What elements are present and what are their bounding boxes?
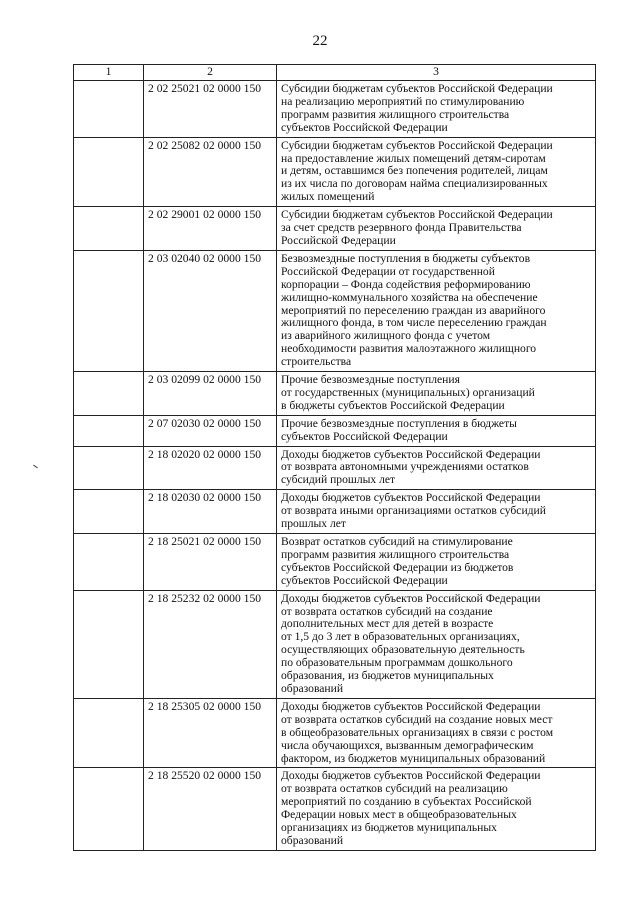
revenue-code: 2 18 25305 02 0000 150 bbox=[144, 698, 277, 768]
revenue-codes-table bbox=[73, 64, 596, 851]
revenue-code: 2 02 25021 02 0000 150 bbox=[144, 81, 277, 138]
row-col1-cell bbox=[74, 446, 144, 490]
table-row bbox=[74, 137, 596, 207]
revenue-name: Доходы бюджетов субъектов Российской Федерации от возврата остатков субсидий на создание дополнительных мест для детей в возрасте от 1,5 до 3 лет в образовательных организациях, осуществляющих образовательную деятельность по образовательным программам дошкольного образования, из бюджетов муниципальных образований bbox=[277, 590, 596, 698]
header-col-1: 1 bbox=[74, 65, 144, 81]
row-col1-cell bbox=[74, 137, 144, 207]
revenue-code: 2 18 02030 02 0000 150 bbox=[144, 490, 277, 534]
table-row bbox=[74, 534, 596, 591]
table-row bbox=[74, 698, 596, 768]
revenue-name: Субсидии бюджетам субъектов Российской Федерации на реализацию мероприятий по стимулированию программ развития жилищного строительства субъектов Российской Федерации bbox=[277, 81, 596, 138]
table-row bbox=[74, 446, 596, 490]
revenue-code: 2 18 25021 02 0000 150 bbox=[144, 534, 277, 591]
revenue-code: 2 02 29001 02 0000 150 bbox=[144, 207, 277, 251]
margin-mark bbox=[33, 465, 38, 469]
header-col-3: 3 bbox=[277, 65, 596, 81]
row-col1-cell bbox=[74, 698, 144, 768]
row-col1-cell bbox=[74, 250, 144, 371]
table-row bbox=[74, 372, 596, 416]
revenue-name: Прочие безвозмездные поступления в бюджеты субъектов Российской Федерации bbox=[277, 415, 596, 446]
revenue-name: Возврат остатков субсидий на стимулирование программ развития жилищного строительства субъектов Российской Федерации из бюджетов субъектов Российской Федерации bbox=[277, 534, 596, 591]
revenue-name: Прочие безвозмездные поступления от государственных (муниципальных) организаций в бюджеты субъектов Российской Федерации bbox=[277, 372, 596, 416]
table-row bbox=[74, 250, 596, 371]
table-row bbox=[74, 81, 596, 138]
row-col1-cell bbox=[74, 534, 144, 591]
row-col1-cell bbox=[74, 490, 144, 534]
revenue-name: Доходы бюджетов субъектов Российской Федерации от возврата остатков субсидий на реализацию мероприятий по созданию в субъектах Российской Федерации новых мест в общеобразовательных организациях из бюджетов муниципальных образований bbox=[277, 768, 596, 850]
revenue-code: 2 18 25232 02 0000 150 bbox=[144, 590, 277, 698]
table-row bbox=[74, 590, 596, 698]
revenue-name: Доходы бюджетов субъектов Российской Федерации от возврата иными организациями остатков субсидий прошлых лет bbox=[277, 490, 596, 534]
table-row bbox=[74, 415, 596, 446]
revenue-code: 2 18 02020 02 0000 150 bbox=[144, 446, 277, 490]
revenue-name: Доходы бюджетов субъектов Российской Федерации от возврата автономными учреждениями остатков субсидий прошлых лет bbox=[277, 446, 596, 490]
revenue-code: 2 03 02040 02 0000 150 bbox=[144, 250, 277, 371]
row-col1-cell bbox=[74, 372, 144, 416]
row-col1-cell bbox=[74, 768, 144, 850]
row-col1-cell bbox=[74, 81, 144, 138]
page-number: 22 bbox=[312, 33, 328, 49]
table-row bbox=[74, 207, 596, 251]
header-col-2: 2 bbox=[144, 65, 277, 81]
revenue-name: Доходы бюджетов субъектов Российской Федерации от возврата остатков субсидий на создание новых мест в общеобразовательных организациях в связи с ростом числа обучающихся, вызванным демографическим фактором, из бюджетов муниципальных образований bbox=[277, 698, 596, 768]
revenue-code: 2 02 25082 02 0000 150 bbox=[144, 137, 277, 207]
table-header-row bbox=[74, 65, 596, 81]
row-col1-cell bbox=[74, 590, 144, 698]
revenue-name: Субсидии бюджетам субъектов Российской Федерации на предоставление жилых помещений детям-сиротам и детям, оставшимся без попечения родителей, лицам из их числа по договорам найма специализированных жилых помещений bbox=[277, 137, 596, 207]
row-col1-cell bbox=[74, 207, 144, 251]
revenue-code: 2 03 02099 02 0000 150 bbox=[144, 372, 277, 416]
revenue-code: 2 18 25520 02 0000 150 bbox=[144, 768, 277, 850]
revenue-name: Безвозмездные поступления в бюджеты субъектов Российской Федерации от государственной корпорации – Фонда содействия реформированию жилищно-коммунального хозяйства на обеспечение мероприятий по переселению граждан из аварийного жилищного фонда, в том числе переселению граждан из аварийного жилищного фонда с учетом необходимости развития малоэтажного жилищного строительства bbox=[277, 250, 596, 371]
revenue-code: 2 07 02030 02 0000 150 bbox=[144, 415, 277, 446]
row-col1-cell bbox=[74, 415, 144, 446]
table-row bbox=[74, 490, 596, 534]
revenue-name: Субсидии бюджетам субъектов Российской Федерации за счет средств резервного фонда Правительства Российской Федерации bbox=[277, 207, 596, 251]
table-row bbox=[74, 768, 596, 850]
